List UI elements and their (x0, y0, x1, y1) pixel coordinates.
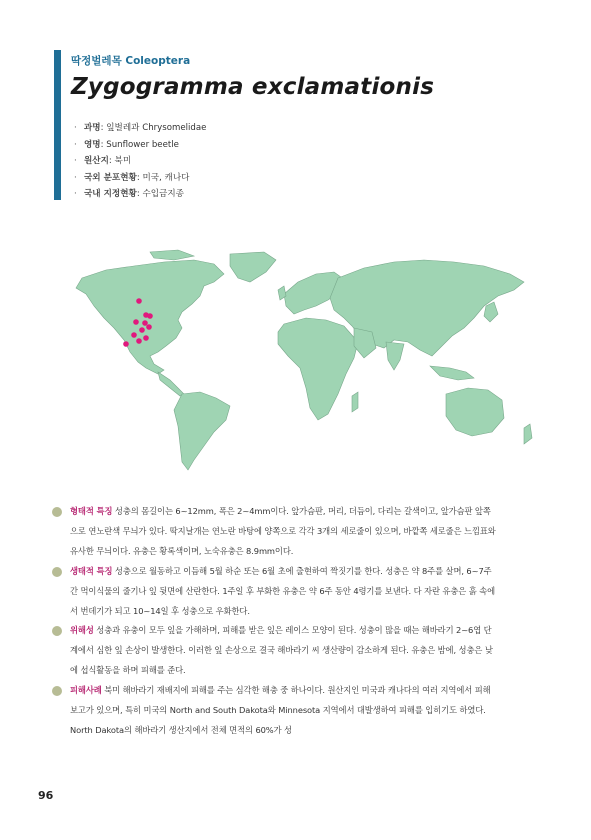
central-america-landmass (158, 372, 184, 396)
info-list (74, 120, 206, 203)
info-item-status: · 국내 지정현황: 수입금지종 (74, 189, 184, 200)
new-zealand-landmass (524, 424, 532, 444)
order-latin: Coleoptera (125, 55, 191, 67)
section-morphology (52, 502, 496, 562)
occurrence-marker (136, 298, 142, 304)
occurrence-marker (131, 332, 137, 338)
madagascar-landmass (352, 392, 358, 412)
south-america-landmass (174, 392, 230, 470)
section-label: 형태적 특징 (70, 506, 113, 516)
india-landmass (386, 342, 404, 370)
occurrence-marker (147, 313, 153, 319)
section-label: 피해사례 (70, 685, 102, 696)
africa-landmass (278, 318, 358, 420)
description-body (52, 502, 496, 741)
info-item-distribution: · 국외 분포현황: 미국, 캐나다 (74, 172, 190, 183)
arctic-islands-landmass (150, 250, 194, 260)
occurrence-marker (143, 335, 149, 341)
australia-landmass (446, 388, 504, 436)
section-text: 성충의 몸길이는 6~12mm, 폭은 2~4mm이다. 앞가슴판, 머리, 더듬이, 다리는 갈색이고, 앞가슴판 앞쪽으로 연노란색 무늬가 있다. 딱지날개는 연노란 바탕에 양쪽으로 각각 3개의 세로줄이 있으며, 바깥쪽 세로줄은 느낌표와 유사한 무늬이다. 유충은 황록색이며, 노숙유충은 8.9mm이다. (70, 506, 496, 556)
info-item-english-name: · 영명: Sunflower beetle (74, 139, 179, 150)
greenland-landmass (230, 252, 276, 282)
section-bullet-icon (52, 686, 62, 696)
species-title: Zygogramma exclamationis (71, 74, 435, 100)
occurrence-marker (142, 320, 148, 326)
info-item-family: · 과명: 잎벌레과 Chrysomelidae (74, 123, 207, 133)
occurrence-marker (123, 341, 129, 347)
occurrence-marker (133, 319, 139, 325)
section-bullet-icon (52, 507, 62, 517)
section-label: 생태적 특징 (70, 565, 113, 576)
world-distribution-map (54, 248, 536, 476)
occurrence-marker (139, 327, 145, 333)
section-bullet-icon (52, 567, 62, 577)
section-label: 위해성 (70, 625, 94, 636)
section-bullet-icon (52, 626, 62, 636)
section-text: 북미 해바라기 재배지에 피해를 주는 심각한 해충 중 하나이다. 원산지인 미국과 캐나다의 여러 지역에서 피해 보고가 있으며, 특히 미국의 North and South Dakota와 Minnesota 지역에서 대발생하여 피해를 입히기도 하였다. North Dakota의 해바라기 생산지에서 전체 면적의 60%가 성 (70, 685, 491, 735)
header-accent-bar (54, 50, 61, 200)
section-text: 성충으로 월동하고 이듬해 5월 하순 또는 6월 초에 출현하여 짝짓기를 한다. 성충은 약 8주를 살며, 6~7주간 먹이식물의 줄기나 잎 뒷면에 산란한다. 1주일 후 부화한 유충은 약 6주 동안 4령기를 보낸다. 다 자란 유충은 흙 속에서 번데기가 되고 10~14일 후 성충으로 우화한다. (70, 565, 495, 616)
occurrence-marker (136, 338, 142, 344)
order-korean: 딱정벌레목 (71, 55, 122, 67)
order-label (71, 53, 190, 68)
section-damage-cases (52, 681, 496, 741)
section-text: 성충과 유충이 모두 잎을 가해하며, 피해를 받은 잎은 레이스 모양이 된다. 성충이 많을 때는 해바라기 2~6엽 단계에서 심한 잎 손상이 발생한다. 이러한 잎 손상으로 결국 해바라기 씨 생산량이 감소하게 된다. 유충은 밤에, 성충은 낮에 섭식활동을 하며 피해를 준다. (70, 625, 493, 676)
japan-landmass (484, 302, 498, 322)
indonesia-landmass (430, 366, 474, 380)
occurrence-marker (146, 324, 152, 330)
section-ecology (52, 562, 496, 622)
page-number: 96 (38, 789, 54, 802)
info-item-origin: · 원산지: 북미 (74, 156, 132, 167)
section-risk (52, 621, 496, 681)
